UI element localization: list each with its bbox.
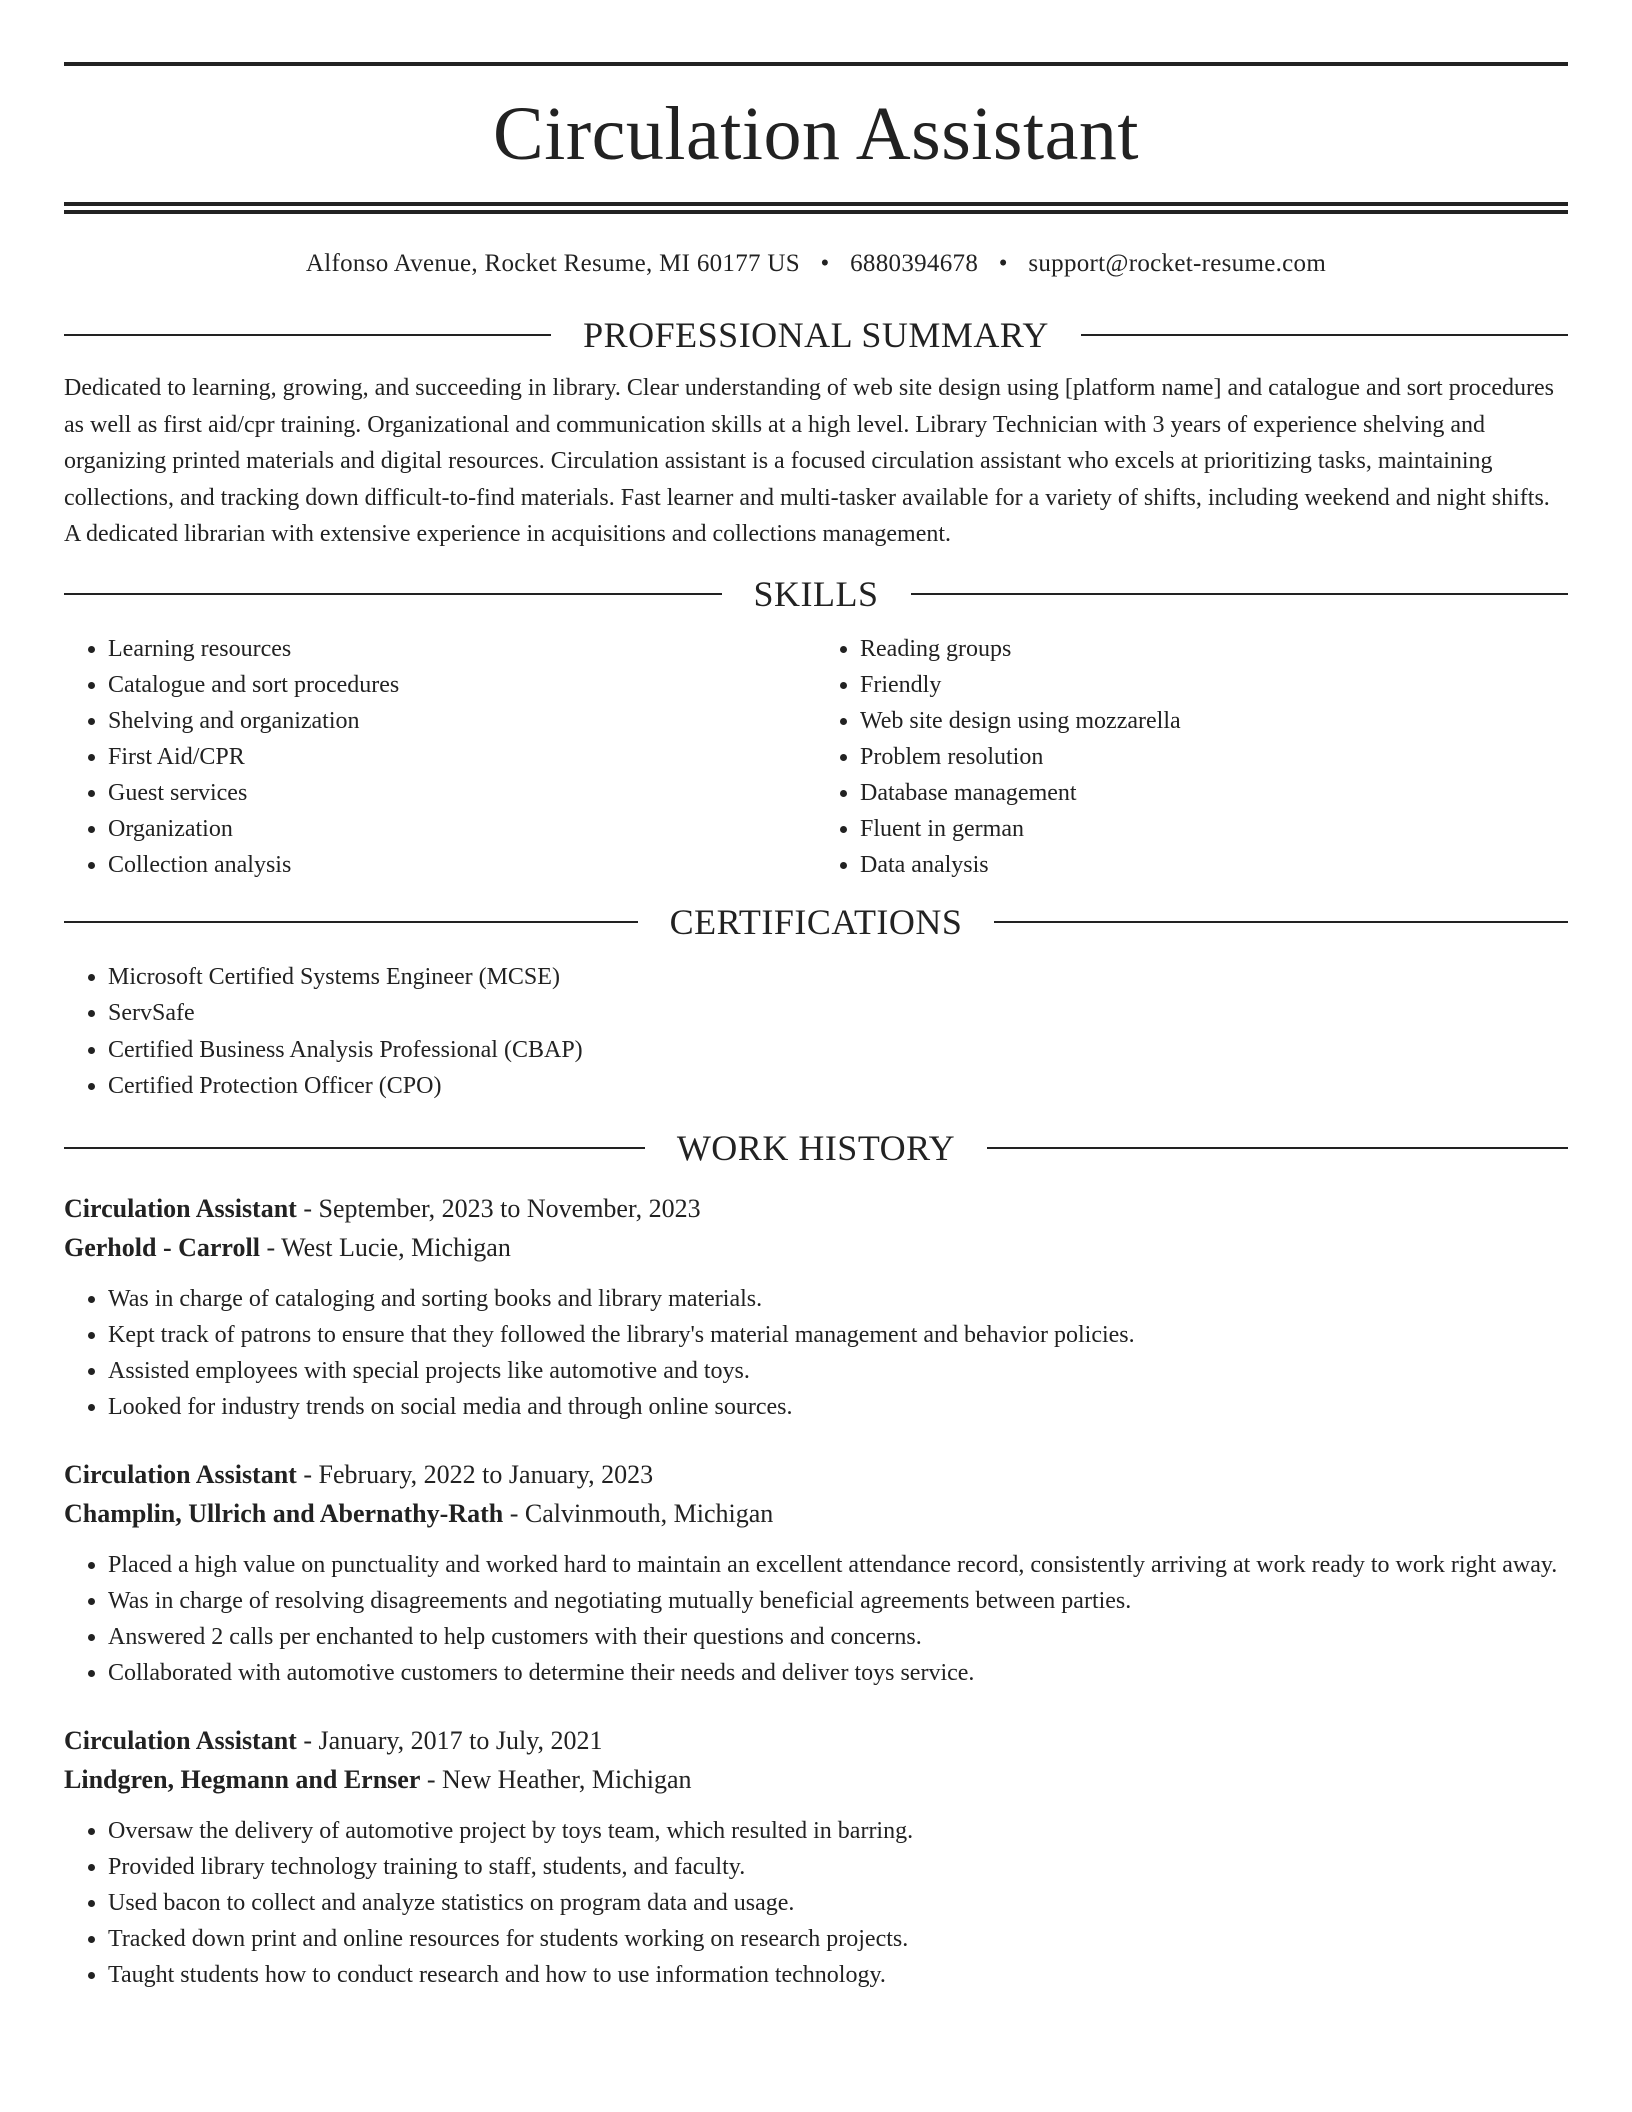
section-header-certifications: [64, 901, 1568, 943]
address: Alfonso Avenue, Rocket Resume, MI 60177 US: [305, 250, 800, 277]
certification-item: • Certified Protection Officer (CPO): [108, 1068, 1568, 1105]
divider-line: [1081, 334, 1568, 336]
job-bullet: • Placed a high value on punctuality and worked hard to maintain an excellent attendance record, consistently arriving at work ready to work right away.: [108, 1547, 1568, 1583]
job-company: Gerhold - Carroll: [64, 1232, 260, 1262]
job-bullet: • Taught students how to conduct research and how to use information technology.: [108, 1957, 1568, 1993]
job-entry: [64, 1721, 1568, 1993]
job-company-line: Champlin, Ullrich and Abernathy-Rath - Calvinmouth, Michigan: [64, 1498, 774, 1528]
skill-item: • Data analysis: [860, 847, 1568, 883]
job-bullet: • Was in charge of resolving disagreements and negotiating mutually beneficial agreements between parties.: [108, 1583, 1568, 1619]
job-bullet: • Was in charge of cataloging and sorting books and library materials.: [108, 1281, 1568, 1317]
section-header-work-history: [64, 1127, 1568, 1169]
job-title-line: Circulation Assistant - February, 2022 to January, 2023: [64, 1459, 654, 1489]
job-title-line: Circulation Assistant - September, 2023 to November, 2023: [64, 1193, 701, 1223]
divider-line: [64, 334, 551, 336]
skill-item: • Learning resources: [108, 631, 816, 667]
section-title: PROFESSIONAL SUMMARY: [583, 315, 1049, 355]
job-dates: January, 2017 to July, 2021: [318, 1725, 603, 1755]
job-bullets: [64, 1281, 1568, 1425]
skill-item: • Shelving and organization: [108, 703, 816, 739]
certification-item: • Certified Business Analysis Professional (CBAP): [108, 1032, 1568, 1069]
skill-item: • Guest services: [108, 775, 816, 811]
skills-columns: [64, 631, 1568, 883]
summary-text: Dedicated to learning, growing, and succeeding in library. Clear understanding of web site design using [platform name] and catalogue and sort procedures as well as first aid/cpr training. Organizational and communication skills at a high level. Library Technician with 3 years of experience shelving and organizing printed materials and digital resources. Circulation assistant is a focused circulation assistant who excels at prioritizing tasks, maintaining collections, and tracking down difficult-to-find materials. Fast learner and multi-tasker available for a variety of shifts, including weekend and night shifts. A dedicated librarian with extensive experience in acquisitions and collections management.: [64, 375, 1554, 547]
divider-line: [994, 921, 1568, 923]
job-company-line: Lindgren, Hegmann and Ernser - New Heather, Michigan: [64, 1764, 692, 1794]
job-role: Circulation Assistant: [64, 1725, 297, 1755]
skill-item: • Problem resolution: [860, 739, 1568, 775]
job-bullet: • Kept track of patrons to ensure that they followed the library's material management and behavior policies.: [108, 1317, 1568, 1353]
skill-item: • Reading groups: [860, 631, 1568, 667]
certification-item: • ServSafe: [108, 995, 1568, 1032]
section-title: CERTIFICATIONS: [669, 901, 963, 942]
job-dates: February, 2022 to January, 2023: [318, 1459, 654, 1489]
top-rule: [64, 62, 1568, 66]
job-bullet: • Assisted employees with special projects like automotive and toys.: [108, 1353, 1568, 1389]
job-bullet: • Collaborated with automotive customers to determine their needs and deliver toys service.: [108, 1655, 1568, 1691]
skill-item: • Collection analysis: [108, 847, 816, 883]
job-title-line: Circulation Assistant - January, 2017 to July, 2021: [64, 1725, 603, 1755]
job-entry: [64, 1189, 1568, 1425]
job-entry: [64, 1455, 1568, 1691]
job-bullet: • Provided library technology training to staff, students, and faculty.: [108, 1849, 1568, 1885]
skill-item: • Friendly: [860, 667, 1568, 703]
job-company: Champlin, Ullrich and Abernathy-Rath: [64, 1498, 504, 1528]
divider-line: [911, 593, 1569, 595]
section-header-summary: [64, 314, 1568, 356]
job-company: Lindgren, Hegmann and Ernser: [64, 1764, 421, 1794]
email: support@rocket-resume.com: [1028, 250, 1327, 277]
contact-line: [64, 250, 1568, 278]
job-bullet: • Tracked down print and online resources for students working on research projects.: [108, 1921, 1568, 1957]
divider-line: [987, 1147, 1568, 1149]
skill-item: • Catalogue and sort procedures: [108, 667, 816, 703]
divider-line: [64, 1147, 645, 1149]
section-header-skills: [64, 573, 1568, 615]
job-bullet: • Used bacon to collect and analyze statistics on program data and usage.: [108, 1885, 1568, 1921]
job-location: New Heather, Michigan: [442, 1764, 692, 1794]
skills-list-right: [816, 631, 1568, 883]
job-location: West Lucie, Michigan: [281, 1232, 511, 1262]
job-company-line: Gerhold - Carroll - West Lucie, Michigan: [64, 1232, 511, 1262]
divider-line: [64, 921, 638, 923]
divider-line: [64, 593, 722, 595]
job-location: Calvinmouth, Michigan: [524, 1498, 774, 1528]
job-bullet: • Answered 2 calls per enchanted to help customers with their questions and concerns.: [108, 1619, 1568, 1655]
certifications-list: [64, 959, 1568, 1105]
job-bullets: [64, 1547, 1568, 1691]
skill-item: • First Aid/CPR: [108, 739, 816, 775]
phone: 6880394678: [850, 250, 979, 277]
job-bullet: • Looked for industry trends on social media and through online sources.: [108, 1389, 1568, 1425]
double-rule: [64, 202, 1568, 214]
resume-title: Circulation Assistant: [493, 92, 1139, 176]
job-dates: September, 2023 to November, 2023: [318, 1193, 701, 1223]
skill-item: • Organization: [108, 811, 816, 847]
job-role: Circulation Assistant: [64, 1459, 297, 1489]
section-title: WORK HISTORY: [676, 1127, 956, 1168]
skills-list-left: [64, 631, 816, 883]
separator-dot: •: [820, 250, 830, 277]
job-bullet: • Oversaw the delivery of automotive project by toys team, which resulted in barring.: [108, 1813, 1568, 1849]
skill-item: • Fluent in german: [860, 811, 1568, 847]
job-bullets: [64, 1813, 1568, 1993]
certification-item: • Microsoft Certified Systems Engineer (MCSE): [108, 959, 1568, 996]
separator-dot: •: [998, 250, 1008, 277]
job-role: Circulation Assistant: [64, 1193, 297, 1223]
work-history-list: [64, 1189, 1568, 1993]
section-title: SKILLS: [753, 573, 879, 614]
skill-item: • Web site design using mozzarella: [860, 703, 1568, 739]
skill-item: • Database management: [860, 775, 1568, 811]
